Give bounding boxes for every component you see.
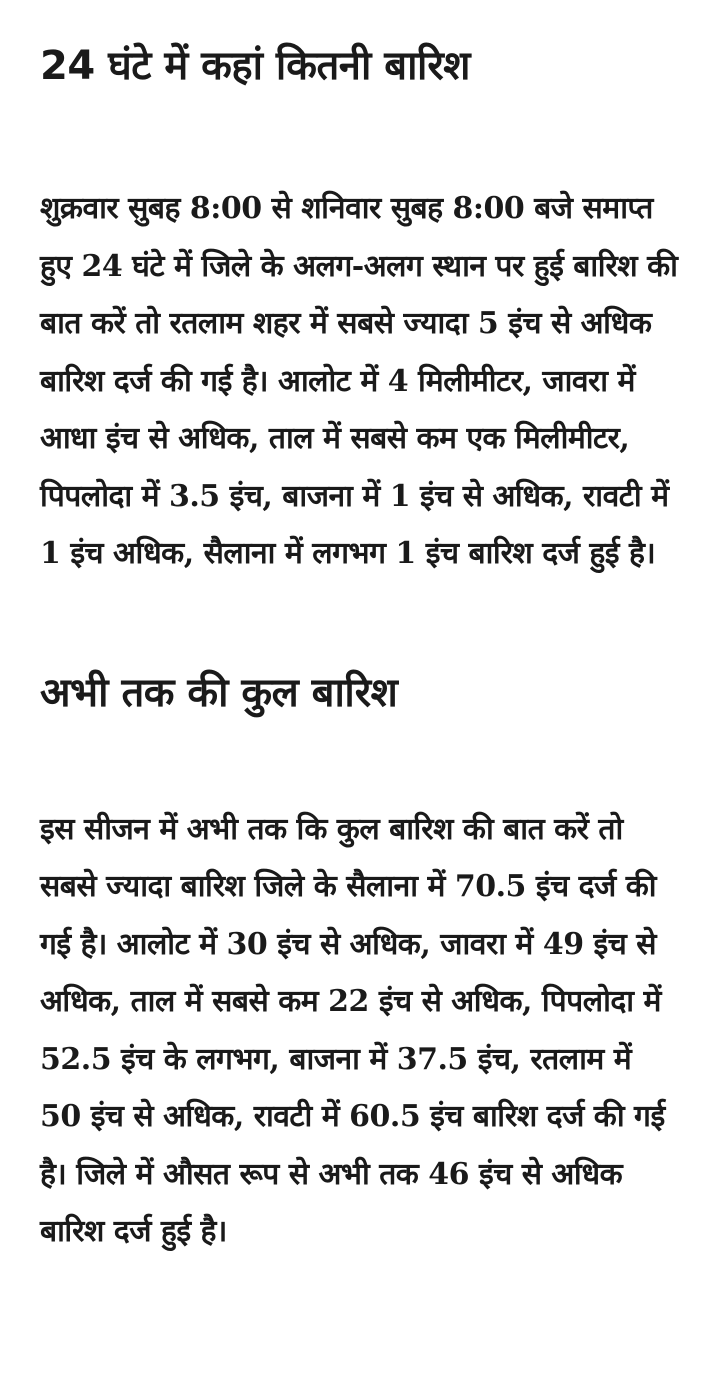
section-heading: अभी तक की कुल बारिश — [40, 669, 398, 716]
section-heading: 24 घंटे में कहां कितनी बारिश — [40, 43, 470, 89]
rainfall-24-hours-section — [40, 30, 680, 583]
section-paragraph: शुक्रवार सुबह 8:00 से शनिवार सुबह 8:00 बजे समाप्त हुए 24 घंटे में जिले के अलग-अलग स्थान पर हुई बारिश की बात करें तो रतलाम शहर में सबसे ज्यादा 5 इंच से अधिक बारिश दर्ज की गई है। आलोट में 4 मिलीमीटर, जावरा में आधा इंच से अधिक, ताल में सबसे कम एक मिलीमीटर, पिपलोदा में 3.5 इंच, बाजना में 1 इंच से अधिक, रावटी में 1 इंच अधिक, सैलाना में लगभग 1 इंच बारिश दर्ज हुई है। — [40, 191, 678, 571]
total-rainfall-section — [40, 657, 680, 1261]
section-paragraph: इस सीजन में अभी तक कि कुल बारिश की बात करें तो सबसे ज्यादा बारिश जिले के सैलाना में 70.5 इंच दर्ज की गई है। आलोट में 30 इंच से अधिक, जावरा में 49 इंच से अधिक, ताल में सबसे कम 22 इंच से अधिक, पिपलोदा में 52.5 इंच के लगभग, बाजना में 37.5 इंच, रतलाम में 50 इंच से अधिक, रावटी में 60.5 इंच बारिश दर्ज की गई है। जिले में औसत रूप से अभी तक 46 इंच से अधिक बारिश दर्ज हुई है। — [40, 811, 665, 1249]
